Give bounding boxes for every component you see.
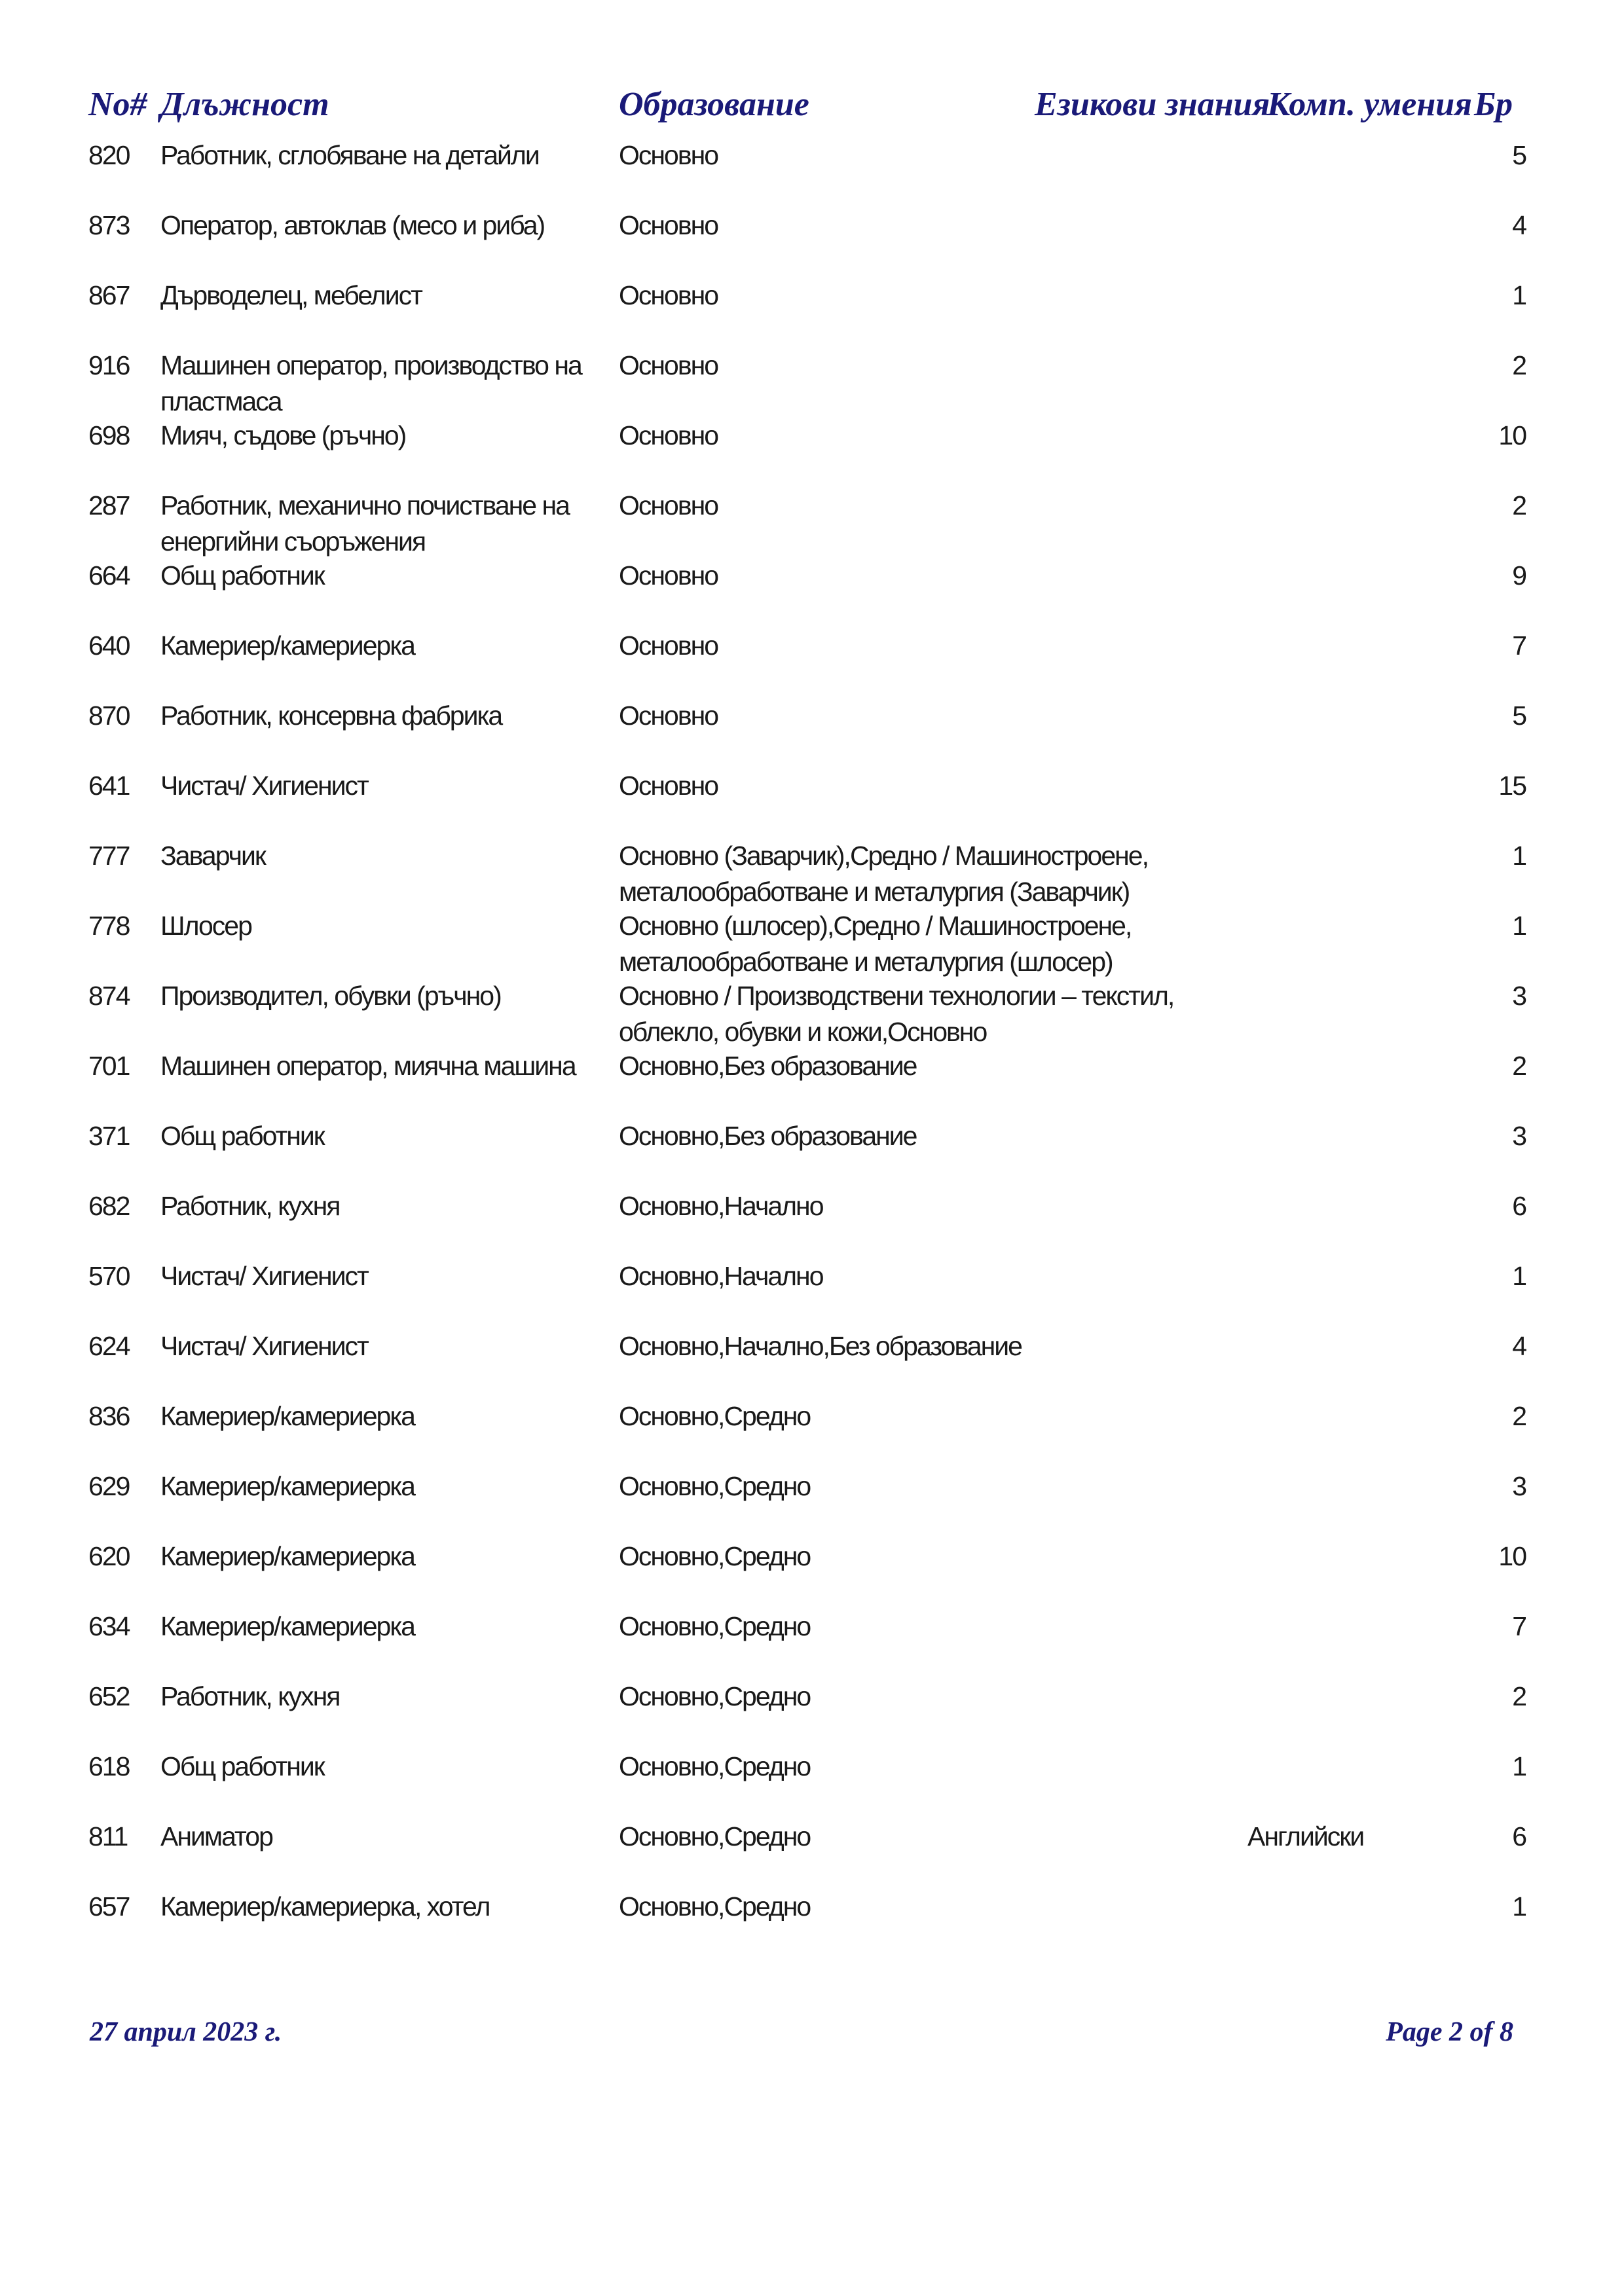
table-row — [88, 488, 1532, 558]
cell-count: 2 — [1512, 350, 1526, 380]
cell-education: Основно — [619, 490, 718, 520]
table-row — [88, 908, 1532, 978]
cell-position: Производител, обувки (ръчно) — [160, 981, 501, 1011]
cell-count: 1 — [1512, 1751, 1526, 1781]
cell-no: 916 — [88, 350, 130, 380]
cell-no: 634 — [88, 1611, 130, 1641]
cell-education: Основно,Средно — [619, 1681, 811, 1711]
table-row — [88, 628, 1532, 698]
cell-education: Основно,Начално — [619, 1261, 823, 1291]
cell-position: Чистач/ Хигиенист — [160, 1331, 368, 1361]
column-header-position: Длъжност — [160, 86, 329, 123]
table-row — [88, 1889, 1532, 1959]
cell-no: 287 — [88, 490, 130, 520]
page-footer — [0, 2015, 1624, 2054]
cell-position: Дърводелец, мебелист — [160, 280, 422, 310]
cell-no: 620 — [88, 1541, 130, 1571]
cell-education: Основно — [619, 280, 718, 310]
cell-count: 10 — [1498, 1541, 1526, 1571]
cell-count: 9 — [1512, 560, 1526, 591]
table-row — [88, 1749, 1532, 1819]
cell-count: 15 — [1498, 771, 1526, 801]
cell-position: Аниматор — [160, 1821, 272, 1851]
table-row — [88, 1819, 1532, 1889]
table-row — [88, 418, 1532, 488]
cell-language: Английски — [1247, 1821, 1364, 1851]
cell-position: Машинен оператор, производство на пластмаса — [160, 350, 581, 416]
cell-no: 682 — [88, 1191, 130, 1221]
cell-position: Шлосер — [160, 911, 251, 941]
table-row — [88, 1188, 1532, 1258]
cell-no: 371 — [88, 1121, 130, 1151]
cell-position: Камериер/камериерка — [160, 1471, 415, 1501]
table-row — [88, 558, 1532, 628]
cell-position: Заварчик — [160, 841, 265, 871]
table-header — [0, 84, 1624, 130]
cell-count: 6 — [1512, 1821, 1526, 1851]
cell-count: 2 — [1512, 1401, 1526, 1431]
cell-position: Общ работник — [160, 1121, 324, 1151]
cell-no: 698 — [88, 420, 130, 450]
cell-no: 657 — [88, 1891, 130, 1922]
cell-no: 820 — [88, 140, 130, 170]
cell-position: Оператор, автоклав (месо и риба) — [160, 210, 545, 240]
cell-position: Чистач/ Хигиенист — [160, 1261, 368, 1291]
cell-position: Работник, кухня — [160, 1681, 340, 1711]
cell-education: Основно,Средно — [619, 1471, 811, 1501]
table-row — [88, 278, 1532, 348]
table-row — [88, 137, 1532, 208]
cell-no: 618 — [88, 1751, 130, 1781]
table-row — [88, 1048, 1532, 1118]
cell-no: 640 — [88, 630, 130, 661]
cell-position: Общ работник — [160, 560, 324, 591]
cell-position: Камериер/камериерка — [160, 630, 415, 661]
cell-education: Основно — [619, 560, 718, 591]
cell-count: 7 — [1512, 630, 1526, 661]
cell-position: Работник, сглобяване на детайли — [160, 140, 539, 170]
cell-education: Основно,Средно — [619, 1541, 811, 1571]
cell-count: 5 — [1512, 701, 1526, 731]
cell-count: 2 — [1512, 1051, 1526, 1081]
table-row — [88, 1468, 1532, 1539]
cell-no: 811 — [88, 1821, 128, 1851]
cell-education: Основно,Начално — [619, 1191, 823, 1221]
cell-no: 629 — [88, 1471, 130, 1501]
cell-education: Основно,Без образование — [619, 1121, 917, 1151]
table-row — [88, 768, 1532, 838]
cell-education: Основно — [619, 210, 718, 240]
cell-position: Общ работник — [160, 1751, 324, 1781]
table-row — [88, 1118, 1532, 1188]
cell-no: 867 — [88, 280, 130, 310]
cell-count: 10 — [1498, 420, 1526, 450]
cell-no: 701 — [88, 1051, 130, 1081]
footer-date: 27 април 2023 г. — [90, 2017, 282, 2047]
cell-count: 1 — [1512, 280, 1526, 310]
table-row — [88, 698, 1532, 768]
cell-count: 3 — [1512, 1471, 1526, 1501]
cell-education: Основно,Средно — [619, 1821, 811, 1851]
table-row — [88, 1539, 1532, 1609]
table-row — [88, 838, 1532, 908]
cell-no: 870 — [88, 701, 130, 731]
cell-education: Основно — [619, 701, 718, 731]
cell-education: Основно,Средно — [619, 1611, 811, 1641]
cell-no: 874 — [88, 981, 130, 1011]
cell-position: Камериер/камериерка — [160, 1401, 415, 1431]
cell-education: Основно,Без образование — [619, 1051, 917, 1081]
cell-no: 570 — [88, 1261, 130, 1291]
cell-position: Мияч, съдове (ръчно) — [160, 420, 406, 450]
cell-education: Основно,Средно — [619, 1891, 811, 1922]
cell-no: 624 — [88, 1331, 130, 1361]
cell-education: Основно / Производствени технологии – текстил, облекло, обувки и кожи,Основно — [619, 981, 1174, 1047]
column-header-computer: Комп. умения — [1267, 86, 1472, 123]
cell-count: 1 — [1512, 841, 1526, 871]
cell-no: 873 — [88, 210, 130, 240]
cell-position: Работник, механично почистване на енергийни съоръжения — [160, 490, 569, 556]
cell-education: Основно — [619, 140, 718, 170]
column-header-count: Бр — [1474, 86, 1513, 123]
table-row — [88, 978, 1532, 1048]
cell-no: 652 — [88, 1681, 130, 1711]
cell-education: Основно (шлосер),Средно / Машиностроене, металообработване и металургия (шлосер) — [619, 911, 1132, 977]
cell-position: Работник, консервна фабрика — [160, 701, 502, 731]
cell-education: Основно — [619, 420, 718, 450]
cell-education: Основно,Средно — [619, 1751, 811, 1781]
cell-count: 4 — [1512, 1331, 1526, 1361]
cell-no: 836 — [88, 1401, 130, 1431]
table-row — [88, 1679, 1532, 1749]
cell-count: 3 — [1512, 1121, 1526, 1151]
column-header-no: No# — [88, 86, 147, 123]
cell-position: Работник, кухня — [160, 1191, 340, 1221]
cell-position: Камериер/камериерка — [160, 1541, 415, 1571]
footer-page-number: Page 2 of 8 — [1386, 2017, 1513, 2047]
cell-count: 6 — [1512, 1191, 1526, 1221]
cell-count: 1 — [1512, 911, 1526, 941]
cell-count: 7 — [1512, 1611, 1526, 1641]
table-body — [88, 137, 1532, 1959]
table-row — [88, 1258, 1532, 1328]
cell-education: Основно,Начално,Без образование — [619, 1331, 1022, 1361]
table-row — [88, 1609, 1532, 1679]
table-row — [88, 1398, 1532, 1468]
cell-education: Основно — [619, 771, 718, 801]
cell-no: 778 — [88, 911, 130, 941]
cell-education: Основно,Средно — [619, 1401, 811, 1431]
cell-count: 1 — [1512, 1261, 1526, 1291]
cell-no: 777 — [88, 841, 130, 871]
cell-count: 4 — [1512, 210, 1526, 240]
cell-position: Камериер/камериерка — [160, 1611, 415, 1641]
cell-count: 1 — [1512, 1891, 1526, 1922]
cell-count: 5 — [1512, 140, 1526, 170]
cell-education: Основно — [619, 350, 718, 380]
table-row — [88, 348, 1532, 418]
cell-count: 2 — [1512, 1681, 1526, 1711]
cell-position: Чистач/ Хигиенист — [160, 771, 368, 801]
cell-no: 664 — [88, 560, 130, 591]
table-row — [88, 1328, 1532, 1398]
cell-position: Камериер/камериерка, хотел — [160, 1891, 490, 1922]
table-row — [88, 208, 1532, 278]
cell-education: Основно — [619, 630, 718, 661]
cell-count: 2 — [1512, 490, 1526, 520]
cell-position: Машинен оператор, миячна машина — [160, 1051, 576, 1081]
cell-count: 3 — [1512, 981, 1526, 1011]
cell-no: 641 — [88, 771, 130, 801]
column-header-education: Образование — [619, 86, 809, 123]
cell-education: Основно (Заварчик),Средно / Машиностроене, металообработване и металургия (Заварчик) — [619, 841, 1148, 907]
column-header-language: Езикови знания — [1035, 86, 1270, 123]
